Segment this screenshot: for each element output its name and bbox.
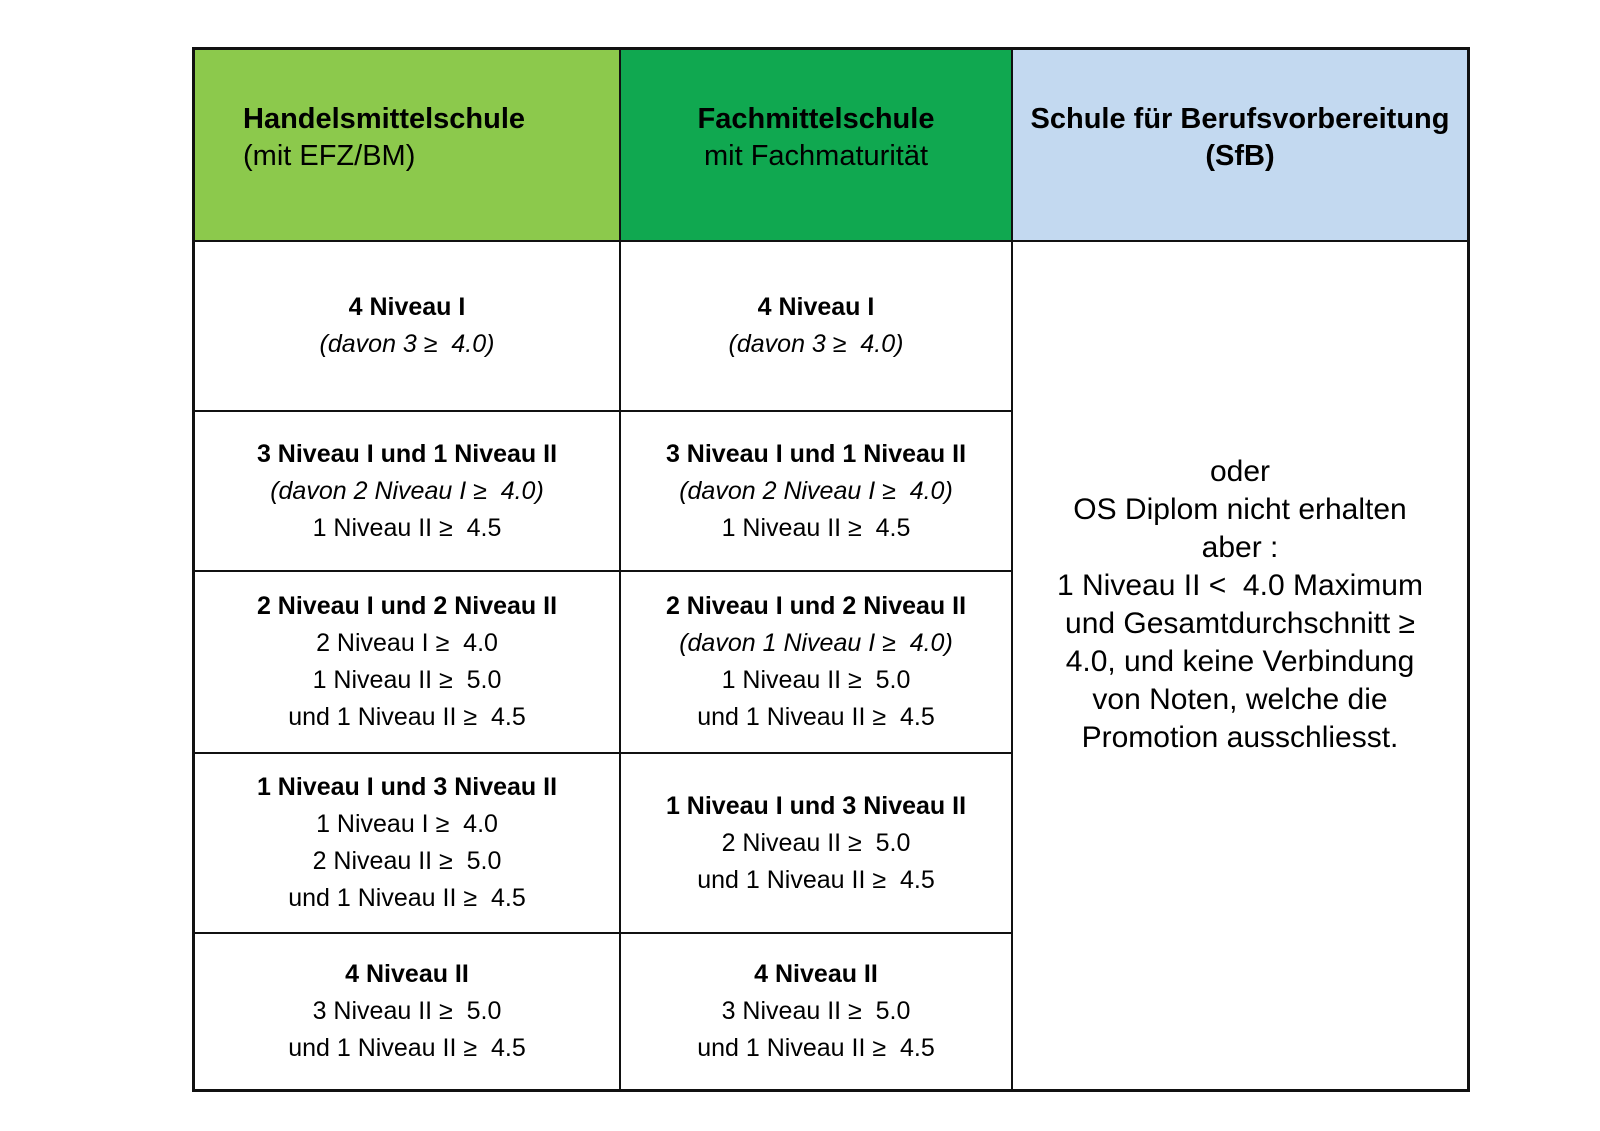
sfb-condition-line: 4.0, und keine Verbindung [1065,644,1415,678]
sfb-condition-line: OS Diplom nicht erhalten [1073,492,1407,526]
cell-fachmittelschule-row-3 [619,570,1011,752]
requirement-line: (davon 3 ≥ 4.0) [319,330,495,358]
header-title-handelsmittelschule: Handelsmittelschule [243,103,526,135]
requirement-line: 3 Niveau I und 1 Niveau II [256,439,558,468]
requirement-line: 4 Niveau II [345,960,469,988]
sfb-condition-line: aber : [1201,530,1279,564]
requirement-line: 4 Niveau II [754,960,878,988]
cell-sfb-conditions [1011,240,1467,1089]
cell-fachmittelschule-row-5 [619,932,1011,1089]
requirement-line: 1 Niveau I ≥ 4.0 [316,810,498,838]
cell-fachmittelschule-row-1 [619,240,1011,410]
requirement-line: (davon 2 Niveau I ≥ 4.0) [270,476,544,505]
cell-fachmittelschule-row-4 [619,752,1011,932]
requirement-line: 2 Niveau I ≥ 4.0 [316,629,498,657]
header-cell-handelsmittelschule [195,50,619,240]
promotion-requirements-table [192,47,1470,1092]
requirement-line: und 1 Niveau II ≥ 4.5 [697,865,935,894]
requirement-line: 2 Niveau I und 2 Niveau II [665,592,967,620]
header-cell-sfb [1011,50,1467,240]
requirement-line: 1 Niveau I und 3 Niveau II [665,791,967,820]
sfb-condition-line: 1 Niveau II < 4.0 Maximum [1057,568,1423,602]
requirement-line: 2 Niveau II ≥ 5.0 [721,828,911,857]
cell-handelsmittelschule-row-4 [195,752,619,932]
sfb-condition-line: Promotion ausschliesst. [1081,720,1399,754]
requirement-line: und 1 Niveau II ≥ 4.5 [288,884,526,912]
requirement-line: 1 Niveau II ≥ 5.0 [312,666,502,694]
requirement-line: 1 Niveau I und 3 Niveau II [256,773,558,801]
requirement-line: 3 Niveau II ≥ 5.0 [312,997,502,1025]
requirement-line: 1 Niveau II ≥ 5.0 [721,666,911,694]
requirement-line: 2 Niveau II ≥ 5.0 [312,847,502,875]
requirement-line: 1 Niveau II ≥ 4.5 [312,513,502,542]
requirement-line: (davon 2 Niveau I ≥ 4.0) [679,476,953,505]
cell-handelsmittelschule-row-2 [195,410,619,570]
requirement-line: 3 Niveau I und 1 Niveau II [665,439,967,468]
requirement-line: 3 Niveau II ≥ 5.0 [721,997,911,1025]
sfb-condition-line: und Gesamtdurchschnitt ≥ [1065,606,1415,640]
cell-handelsmittelschule-row-3 [195,570,619,752]
requirement-line: und 1 Niveau II ≥ 4.5 [697,1034,935,1062]
sfb-condition-line: von Noten, welche die [1092,682,1388,716]
requirement-line: 4 Niveau I [757,293,875,321]
cell-handelsmittelschule-row-1 [195,240,619,410]
requirement-line: und 1 Niveau II ≥ 4.5 [288,703,526,731]
header-title-fachmittelschule: Fachmittelschule [697,103,935,135]
cell-handelsmittelschule-row-5 [195,932,619,1089]
requirement-line: (davon 3 ≥ 4.0) [728,330,904,358]
header-title-sfb: Schule für Berufsvorbereitung (SfB) [1030,103,1458,172]
requirement-line: 4 Niveau I [348,293,466,321]
requirement-line: 1 Niveau II ≥ 4.5 [721,513,911,542]
sfb-condition-line: oder [1209,454,1271,488]
requirement-line: 2 Niveau I und 2 Niveau II [256,592,558,620]
cell-fachmittelschule-row-2 [619,410,1011,570]
header-subtitle-fachmittelschule: mit Fachmaturität [704,140,928,172]
requirement-line: und 1 Niveau II ≥ 4.5 [697,703,935,731]
requirement-line: (davon 1 Niveau I ≥ 4.0) [679,629,953,657]
header-cell-fachmittelschule [619,50,1011,240]
requirement-line: und 1 Niveau II ≥ 4.5 [288,1034,526,1062]
header-subtitle-handelsmittelschule: (mit EFZ/BM) [243,140,416,172]
